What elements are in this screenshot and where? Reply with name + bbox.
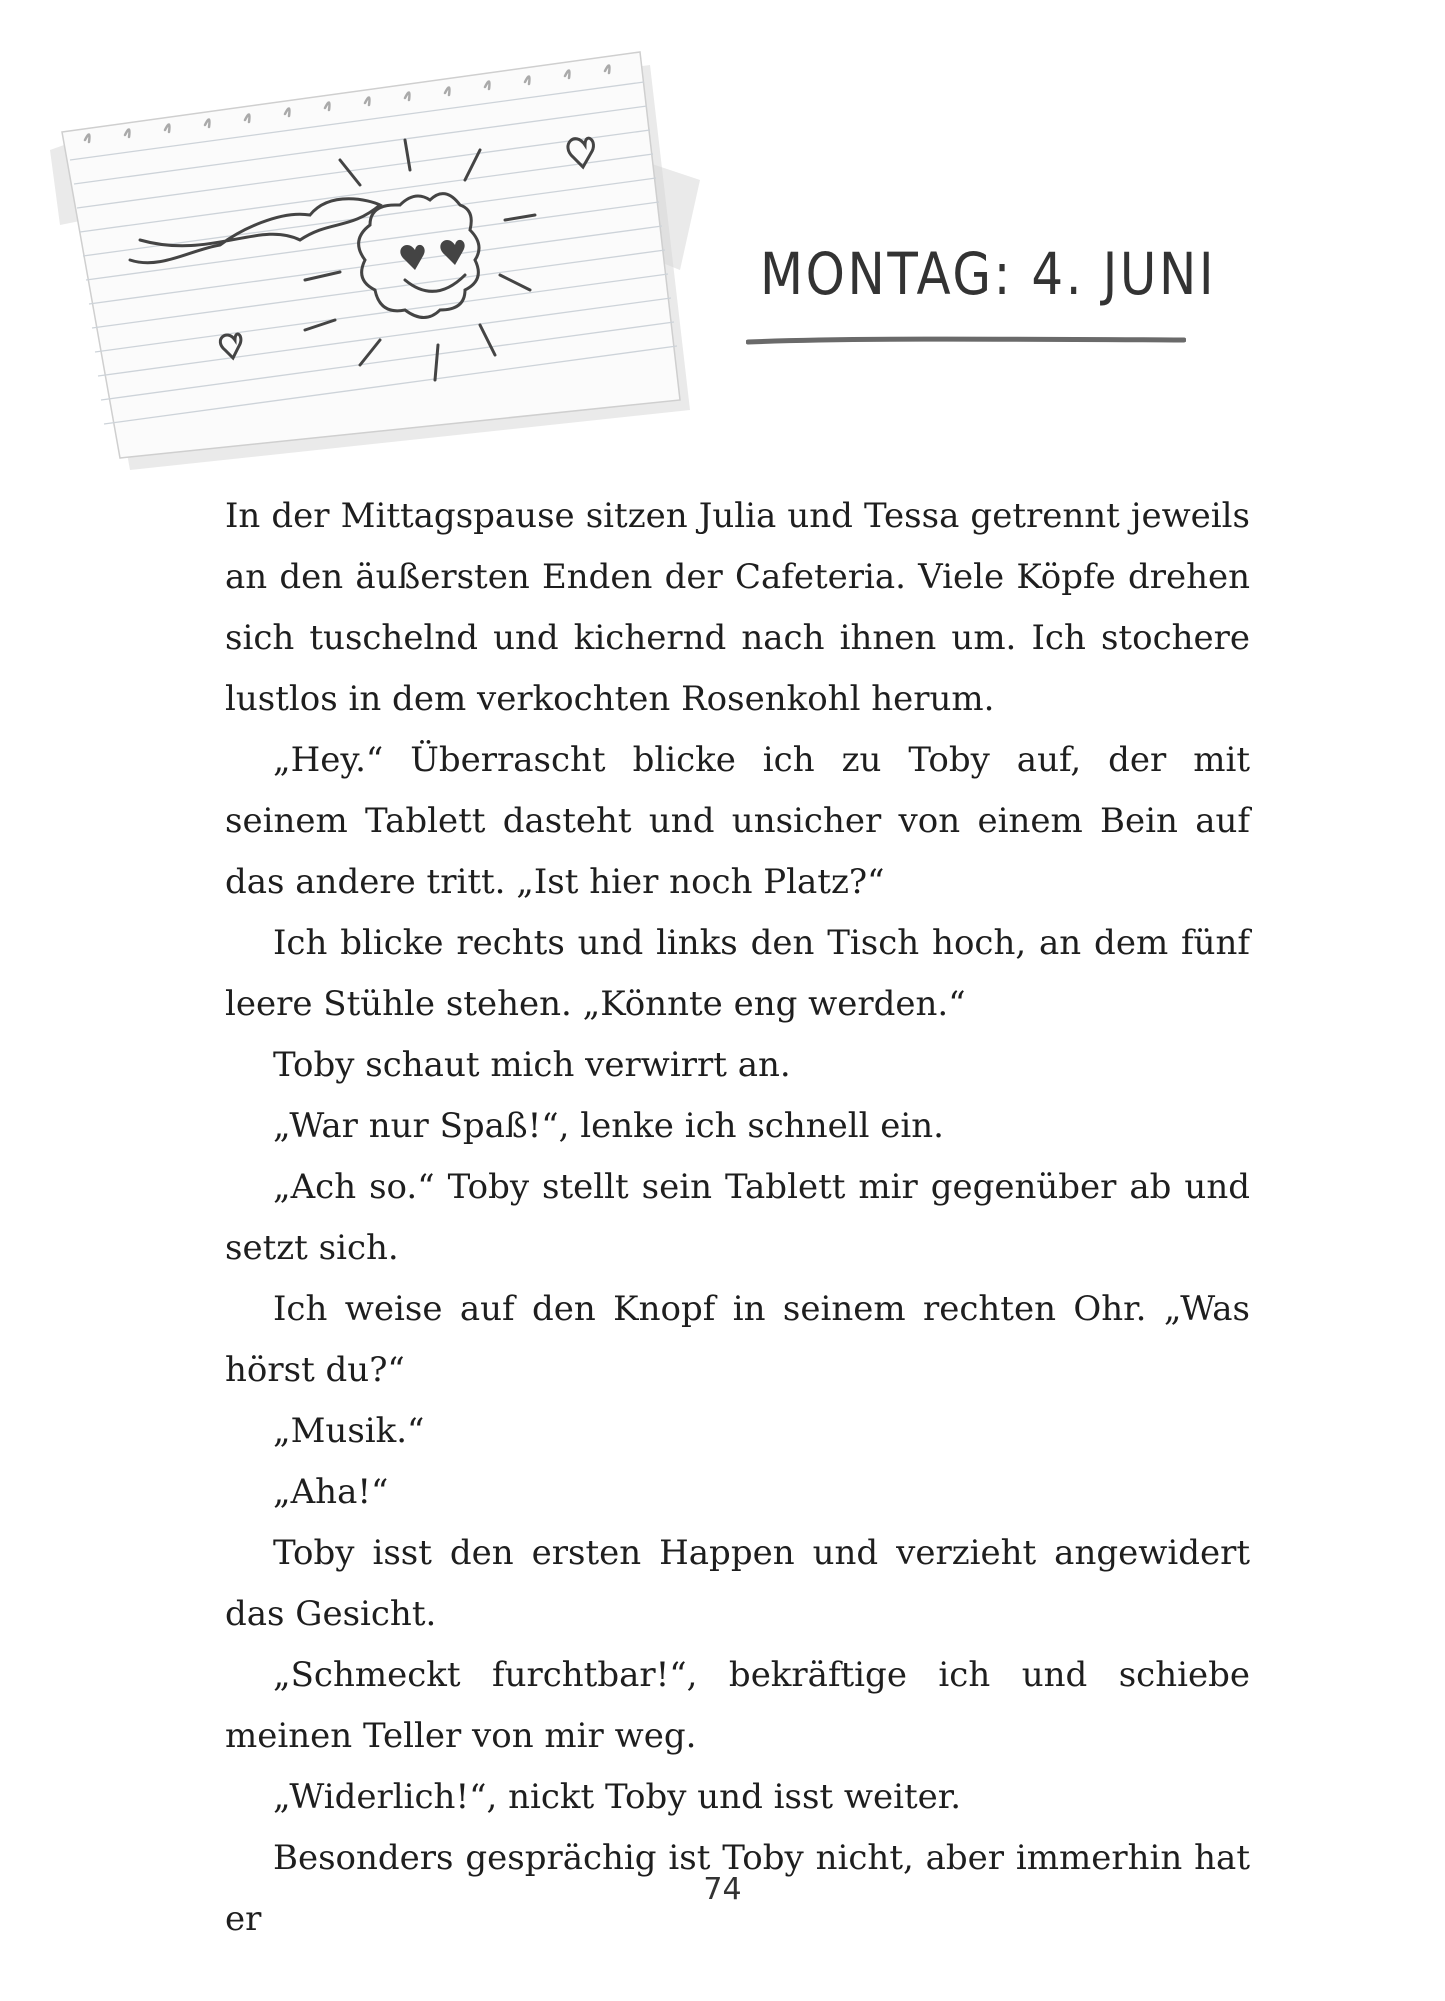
paragraph: In der Mittagspause sitzen Julia und Tessa getrennt jeweils an den äußersten Enden der Cafeteria. Viele Köpfe drehen sich tuschelnd und kichernd nach ihnen um. Ich stochere lustlos in dem verkochten Rosenkohl herum. [225,496,1250,719]
paragraph: „Hey.“ Überrascht blicke ich zu Toby auf, der mit seinem Tablett dasteht und unsicher von einem Bein auf das andere tritt. „Ist hier noch Platz?“ [225,740,1250,902]
paragraph: „Aha!“ [273,1472,389,1512]
paragraph: „Ach so.“ Toby stellt sein Tablett mir gegenüber ab und setzt sich. [225,1167,1250,1268]
paragraph: Besonders gesprächig ist Toby nicht, aber immerhin hat er [225,1838,1250,1939]
paragraph: Toby isst den ersten Happen und verzieht angewidert das Gesicht. [225,1533,1250,1634]
paragraph: „Widerlich!“, nickt Toby und isst weiter. [273,1777,962,1817]
story-text [225,486,1250,1950]
heading-underline [746,335,1186,347]
chapter-date-heading: MONTAG: 4. JUNI [760,240,1217,308]
page-number: 74 [703,1872,742,1907]
paragraph: Toby schaut mich verwirrt an. [273,1045,791,1085]
paragraph: Ich weise auf den Knopf in seinem rechten Ohr. „Was hörst du?“ [225,1289,1250,1390]
paragraph: „War nur Spaß!“, lenke ich schnell ein. [273,1106,944,1146]
paragraph: „Musik.“ [273,1411,425,1451]
paragraph: „Schmeckt furchtbar!“, bekräftige ich und schiebe meinen Teller von mir weg. [225,1655,1250,1756]
paragraph: Ich blicke rechts und links den Tisch hoch, an dem fünf leere Stühle stehen. „Könnte eng werden.“ [225,923,1250,1024]
sun-with-heart-eyes-note-icon [40,40,720,480]
